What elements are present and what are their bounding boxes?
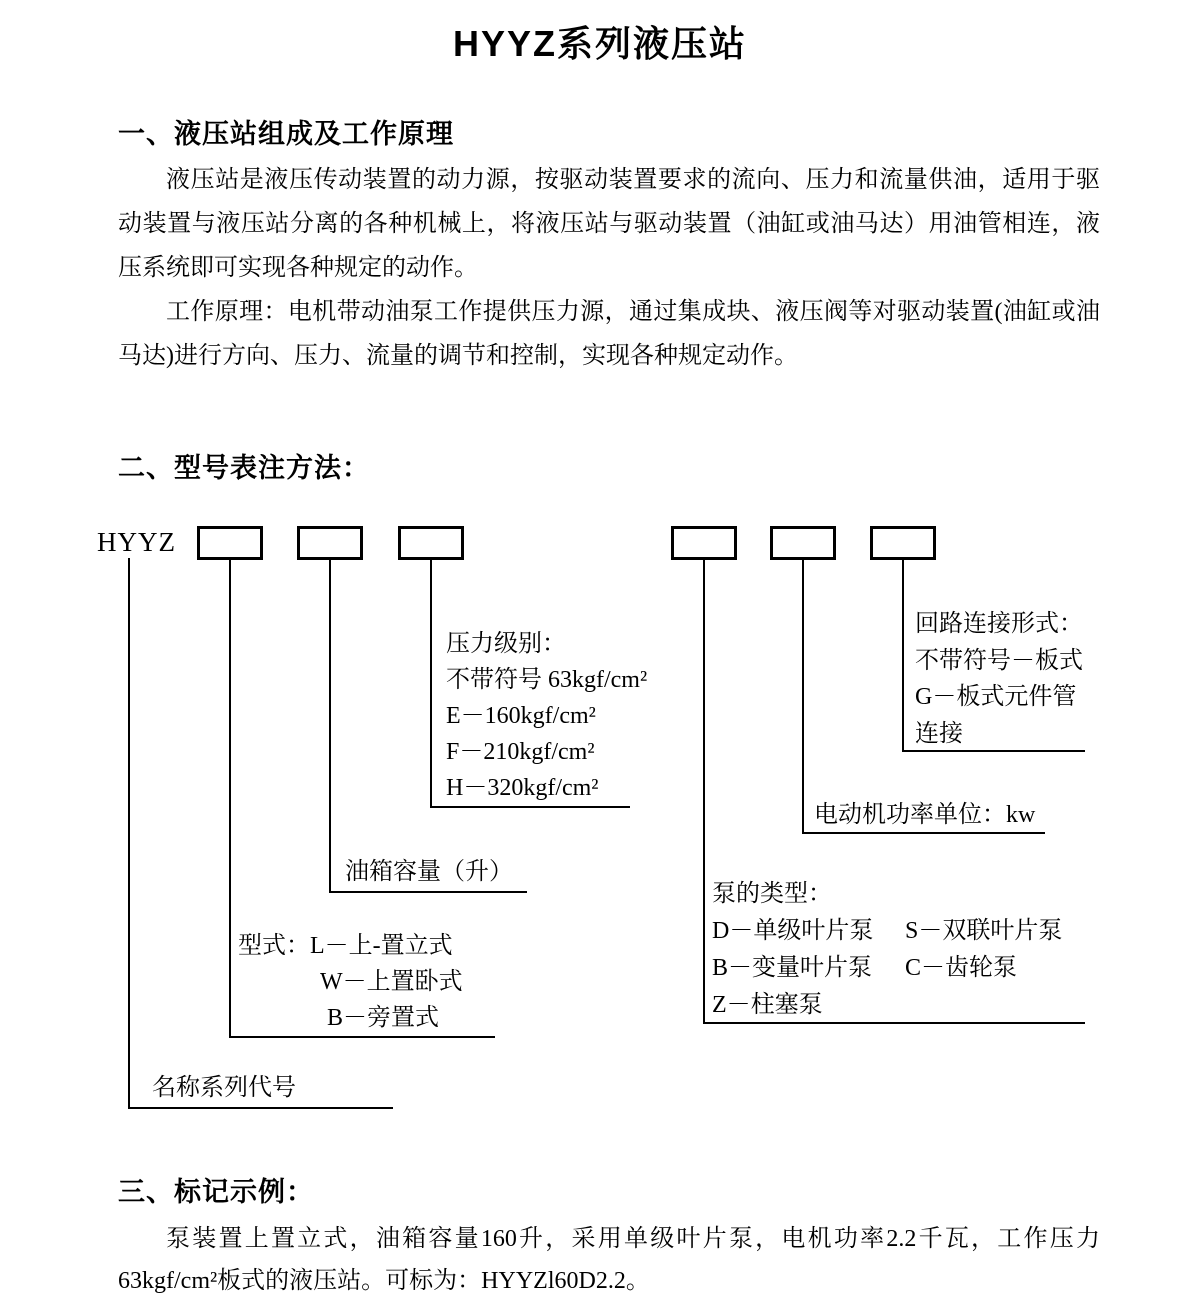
pressure-grade-label (446, 626, 647, 806)
connector-vline-series (128, 558, 130, 1107)
mounting-form-option: B－旁置式 (327, 1005, 440, 1031)
connector-vline-pump (703, 560, 705, 1022)
circuit-connection-label (915, 606, 1083, 752)
circuit-connection-option: G－板式元件管 (915, 684, 1077, 710)
pump-type-option: S－双联叶片泵 (905, 918, 1063, 944)
section3-body (118, 1218, 1100, 1302)
circuit-connection-title: 回路连接形式： (915, 611, 1083, 637)
connector-vline-pressure (430, 560, 432, 806)
mounting-form-label (238, 928, 463, 1036)
circuit-connection-option: 不带符号－板式 (915, 647, 1083, 674)
connector-vline-circuit (902, 560, 904, 750)
underline-form (229, 1036, 495, 1038)
connector-vline-tank (329, 560, 331, 891)
circuit-connection-option: 连接 (915, 720, 963, 747)
pump-type-row (712, 987, 1062, 1024)
page-title: HYYZ系列液压站 (452, 23, 747, 64)
pressure-grade-title: 压力级别： (446, 631, 566, 657)
underline-series-name (128, 1107, 393, 1109)
model-field-box-6 (870, 526, 936, 560)
pressure-grade-option: E－160kgf/cm² (446, 703, 596, 729)
pump-type-option: B－变量叶片泵 (712, 955, 873, 981)
mounting-form-option: W－上置卧式 (320, 969, 463, 995)
model-field-box-1 (197, 526, 263, 560)
pressure-grade-option: H－320kgf/cm² (446, 775, 599, 801)
paragraph-example: 泵装置上置立式，油箱容量160升，采用单级叶片泵，电机功率2.2千瓦，工作压力63kgf/cm²板式的液压站。可标为：HYYZl60D2.2。 (118, 1226, 1100, 1294)
series-name-label: 名称系列代号 (152, 1075, 296, 1101)
section1-heading: 一、液压站组成及工作原理 (118, 119, 454, 149)
paragraph-principle-1: 液压站是液压传动装置的动力源，按驱动装置要求的流向、压力和流量供油，适用于驱动装置与液压站分离的各种机械上，将液压站与驱动装置（油缸或油马达）用油管相连，液压系统即可实现各种规定的动作。 (118, 167, 1100, 281)
series-prefix-label: HYYZ (97, 527, 176, 557)
underline-motor (802, 832, 1045, 834)
pump-type-option: C－齿轮泵 (905, 955, 1018, 981)
section3-heading: 三、标记示例： (118, 1177, 314, 1207)
model-field-box-3 (398, 526, 464, 560)
connector-vline-motor (802, 560, 804, 832)
pressure-grade-option: F－210kgf/cm² (446, 739, 595, 765)
pump-type-option: D－单级叶片泵 (712, 918, 874, 944)
underline-tank (329, 891, 527, 893)
section2-heading: 二、型号表注方法： (118, 453, 370, 483)
underline-pressure (430, 806, 630, 808)
connector-vline-form (229, 560, 231, 1036)
tank-capacity-label: 油箱容量（升） (345, 859, 513, 885)
pump-type-label (712, 876, 1062, 1024)
pump-type-title: 泵的类型： (712, 881, 832, 907)
pump-type-row (712, 913, 1062, 950)
section1-body (118, 158, 1100, 378)
pressure-grade-option: 不带符号 63kgf/cm² (446, 667, 648, 693)
paragraph-principle-2: 工作原理：电机带动油泵工作提供压力源，通过集成块、液压阀等对驱动装置(油缸或油马达)进行方向、压力、流量的调节和控制，实现各种规定动作。 (118, 299, 1100, 369)
model-field-box-4 (671, 526, 737, 560)
motor-power-label: 电动机功率单位：kw (814, 802, 1036, 828)
pump-type-row (712, 950, 1062, 987)
model-field-box-5 (770, 526, 836, 560)
pump-type-option: Z－柱塞泵 (712, 992, 823, 1018)
mounting-form-option: 型式：L－上-置立式 (238, 933, 453, 959)
model-field-box-2 (297, 526, 363, 560)
